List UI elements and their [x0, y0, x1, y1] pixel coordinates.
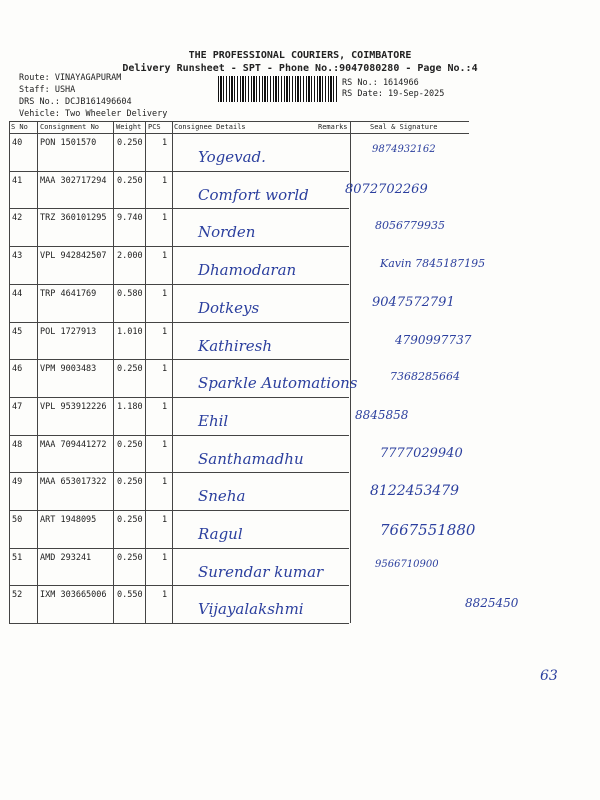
consignee-name: Sneha	[198, 487, 246, 506]
staff-label: Staff: USHA	[19, 85, 76, 95]
table-rule	[9, 548, 349, 549]
cell-sno: 49	[12, 477, 23, 488]
consignee-name: Ragul	[198, 525, 243, 543]
consignee-name: Surendar kumar	[198, 562, 324, 581]
signature-phone: 9047572791	[372, 294, 455, 310]
cell-cons: POL 1727913	[40, 326, 97, 337]
signature-phone: 7667551880	[380, 521, 476, 539]
cell-pcs: 1	[162, 251, 168, 262]
table-rule	[9, 397, 349, 398]
cell-cons: MAA 302717294	[40, 175, 107, 186]
table-rule	[9, 472, 349, 473]
signature-phone: 8122453479	[370, 483, 460, 500]
cell-pcs: 1	[162, 439, 168, 450]
signature-phone: 7777029940	[380, 445, 463, 461]
cell-cons: VPL 942842507	[40, 251, 107, 262]
table-column-rule	[172, 121, 173, 623]
cell-sno: 51	[12, 552, 23, 563]
runsheet-subtitle: Delivery Runsheet - SPT - Phone No.:9047080280 - Page No.:4	[122, 63, 478, 74]
cell-pcs: 1	[162, 175, 168, 186]
signature-phone: Kavin 7845187195	[380, 257, 486, 271]
cell-sno: 41	[12, 175, 23, 186]
cell-weight: 0.250	[117, 439, 143, 450]
cell-cons: VPL 953912226	[40, 401, 107, 412]
barcode	[218, 76, 338, 102]
table-rule	[9, 133, 469, 134]
table-rule	[9, 623, 349, 624]
cell-pcs: 1	[162, 364, 168, 375]
cell-pcs: 1	[162, 552, 168, 563]
table-rule	[9, 322, 349, 323]
cell-weight: 0.250	[117, 364, 143, 375]
drs-number: DRS No.: DCJB161496604	[19, 97, 132, 107]
consignee-name: Yogevad.	[198, 148, 266, 166]
consignee-name: Ehil	[198, 411, 229, 430]
signature-phone: 4790997737	[395, 332, 472, 347]
route-label: Route: VINAYAGAPURAM	[19, 73, 122, 83]
table-column-rule	[9, 121, 10, 623]
cell-pcs: 1	[162, 477, 168, 488]
cell-weight: 1.010	[117, 326, 143, 337]
cell-sno: 52	[12, 590, 23, 601]
cell-sno: 50	[12, 515, 23, 525]
cell-sno: 40	[12, 138, 23, 148]
signature-phone: 8825450	[465, 596, 519, 611]
cell-sno: 45	[12, 326, 23, 337]
table-rule	[9, 121, 469, 122]
cell-cons: IXM 303665006	[40, 590, 107, 601]
cell-cons: MAA 709441272	[40, 439, 107, 450]
cell-weight: 0.250	[117, 138, 143, 148]
table-rule	[9, 435, 349, 436]
cell-sno: 48	[12, 439, 23, 450]
table-rule	[9, 171, 349, 172]
cell-pcs: 1	[162, 590, 168, 601]
cell-weight: 9.740	[117, 213, 143, 224]
consignee-name: Santhamadhu	[198, 449, 304, 468]
cell-pcs: 1	[162, 288, 168, 299]
table-rule	[9, 284, 349, 285]
cell-cons: VPM 9003483	[40, 364, 97, 375]
page-note: 63	[540, 668, 558, 684]
consignee-name: Comfort world	[198, 185, 309, 204]
cell-pcs: 1	[162, 213, 168, 224]
rs-date: RS Date: 19-Sep-2025	[342, 89, 445, 99]
table-rule	[9, 208, 349, 209]
signature-phone: 8072702269	[345, 181, 428, 197]
table-rule	[9, 359, 349, 360]
consignee-name: Norden	[198, 223, 256, 242]
cell-sno: 46	[12, 364, 23, 375]
cell-weight: 2.000	[117, 251, 143, 262]
col-weight: Weight	[116, 123, 142, 131]
signature-phone: 8056779935	[375, 219, 445, 233]
vehicle-label: Vehicle: Two Wheeler Delivery	[19, 109, 168, 119]
cell-sno: 44	[12, 288, 23, 299]
table-column-rule	[37, 121, 38, 623]
consignee-name: Dhamodaran	[198, 261, 297, 280]
cell-weight: 0.580	[117, 288, 143, 299]
cell-cons: MAA 653017322	[40, 477, 107, 488]
cell-weight: 0.250	[117, 552, 143, 563]
cell-weight: 0.250	[117, 175, 143, 186]
cell-pcs: 1	[162, 401, 168, 412]
col-sno: S No	[11, 123, 28, 131]
col-consignment: Consignment No	[40, 123, 100, 131]
cell-cons: ART 1948095	[40, 515, 97, 525]
cell-weight: 0.250	[117, 515, 143, 525]
table-rule	[9, 585, 349, 586]
cell-pcs: 1	[162, 515, 168, 525]
consignee-name: Sparkle Automations	[198, 374, 358, 393]
cell-cons: TRP 4641769	[40, 288, 97, 299]
rs-number: RS No.: 1614966	[342, 78, 419, 88]
signature-phone: 8845858	[355, 407, 409, 422]
signature-phone: 7368285664	[390, 370, 460, 384]
cell-cons: PON 1501570	[40, 138, 97, 148]
table-rule	[9, 246, 349, 247]
cell-sno: 47	[12, 401, 23, 412]
col-consignee: Consignee Details	[174, 123, 246, 131]
signature-phone: 9566710900	[375, 558, 439, 570]
cell-pcs: 1	[162, 326, 168, 337]
cell-weight: 0.250	[117, 477, 143, 488]
cell-sno: 42	[12, 213, 23, 224]
signature-phone: 9874932162	[372, 144, 436, 155]
consignee-name: Vijayalakshmi	[198, 600, 304, 619]
cell-weight: 0.550	[117, 590, 143, 601]
consignee-name: Dotkeys	[198, 298, 260, 317]
cell-weight: 1.180	[117, 401, 143, 412]
col-pcs: PCS	[148, 123, 161, 131]
table-rule	[9, 510, 349, 511]
cell-sno: 43	[12, 251, 23, 262]
consignee-name: Kathiresh	[198, 336, 273, 355]
cell-pcs: 1	[162, 138, 168, 148]
company-title: THE PROFESSIONAL COURIERS, COIMBATORE	[188, 50, 412, 61]
table-column-rule	[113, 121, 114, 623]
cell-cons: TRZ 360101295	[40, 213, 107, 224]
col-remarks: Remarks	[318, 123, 348, 131]
cell-cons: AMD 293241	[40, 552, 92, 563]
col-signature: Seal & Signature	[370, 123, 438, 131]
table-column-rule	[145, 121, 146, 623]
